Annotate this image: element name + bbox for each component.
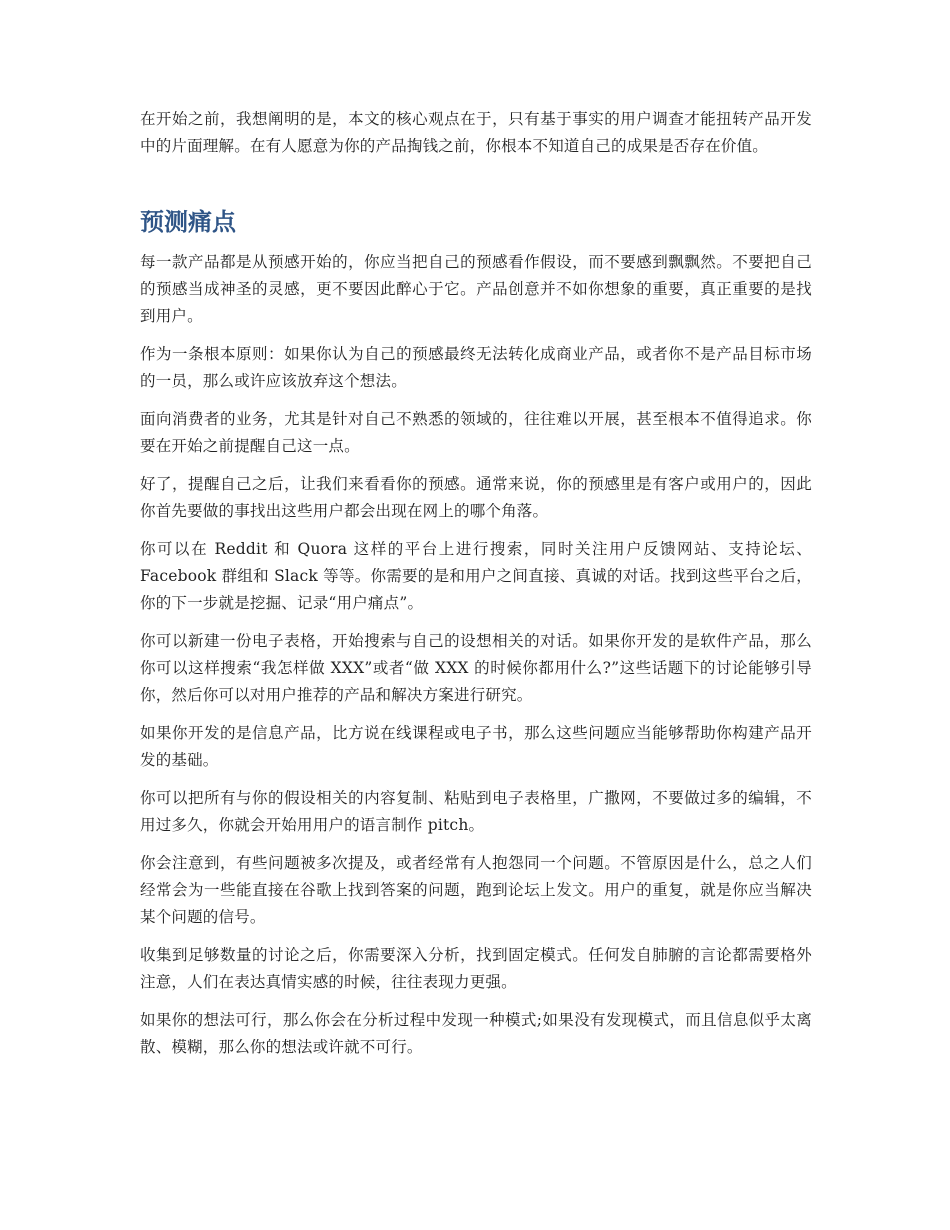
document-page xyxy=(140,106,812,1072)
body-paragraph: 你可以新建一份电子表格，开始搜索与自己的设想相关的对话。如果你开发的是软件产品，那么你可以这样搜索“我怎样做 XXX”或者“做 XXX 的时候你都用什么?”这些话题下的讨论能够引导你，然后你可以对用户推荐的产品和解决方案进行研究。 xyxy=(140,632,812,704)
body-paragraph: 你可以在 Reddit 和 Quora 这样的平台上进行搜索，同时关注用户反馈网站、支持论坛、Facebook 群组和 Slack 等等。你需要的是和用户之间直接、真诚的对话。找到这些平台之后，你的下一步就是挖掘、记录“用户痛点”。 xyxy=(140,540,812,612)
body-paragraph: 你会注意到，有些问题被多次提及，或者经常有人抱怨同一个问题。不管原因是什么，总之人们经常会为一些能直接在谷歌上找到答案的问题，跑到论坛上发文。用户的重复，就是你应当解决某个问题的信号。 xyxy=(140,854,812,926)
body-paragraph: 如果你的想法可行，那么你会在分析过程中发现一种模式;如果没有发现模式，而且信息似乎太离散、模糊，那么你的想法或许就不可行。 xyxy=(140,1011,812,1056)
intro-paragraph: 在开始之前，我想阐明的是，本文的核心观点在于，只有基于事实的用户调查才能扭转产品开发中的片面理解。在有人愿意为你的产品掏钱之前，你根本不知道自己的成果是否存在价值。 xyxy=(140,110,812,155)
body-paragraph: 面向消费者的业务，尤其是针对自己不熟悉的领域的，往往难以开展，甚至根本不值得追求。你要在开始之前提醒自己这一点。 xyxy=(140,410,812,455)
body-paragraph: 如果你开发的是信息产品，比方说在线课程或电子书，那么这些问题应当能够帮助你构建产品开发的基础。 xyxy=(140,724,812,769)
section-heading: 预测痛点 xyxy=(140,208,236,236)
body-paragraph: 收集到足够数量的讨论之后，你需要深入分析，找到固定模式。任何发自肺腑的言论都需要格外注意，人们在表达真情实感的时候，往往表现力更强。 xyxy=(140,946,812,991)
body-paragraph: 作为一条根本原则：如果你认为自己的预感最终无法转化成商业产品，或者你不是产品目标市场的一员，那么或许应该放弃这个想法。 xyxy=(140,345,812,390)
body-paragraph: 你可以把所有与你的假设相关的内容复制、粘贴到电子表格里，广撒网，不要做过多的编辑，不用过多久，你就会开始用用户的语言制作 pitch。 xyxy=(140,789,812,834)
body-paragraph: 每一款产品都是从预感开始的，你应当把自己的预感看作假设，而不要感到飘飘然。不要把自己的预感当成神圣的灵感，更不要因此醉心于它。产品创意并不如你想象的重要，真正重要的是找到用户。 xyxy=(140,253,812,325)
body-paragraph: 好了，提醒自己之后，让我们来看看你的预感。通常来说，你的预感里是有客户或用户的，因此你首先要做的事找出这些用户都会出现在网上的哪个角落。 xyxy=(140,475,812,520)
